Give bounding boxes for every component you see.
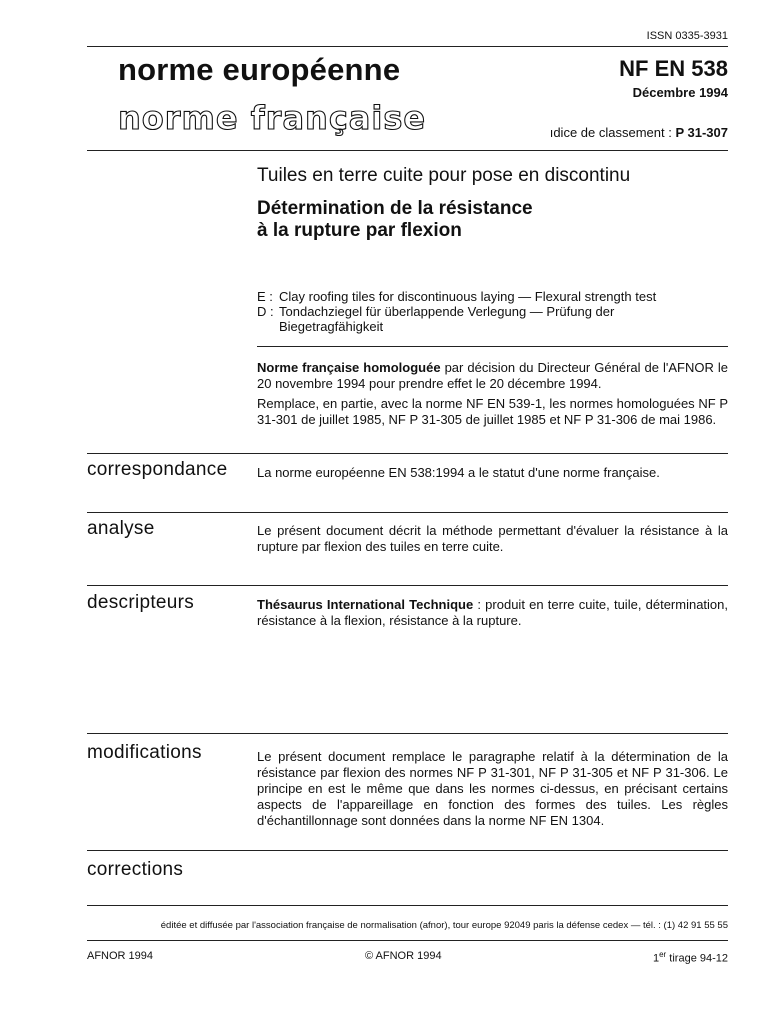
corrections-heading: corrections	[87, 859, 184, 880]
translation-english	[257, 289, 727, 304]
correspondance-text: La norme européenne EN 538:1994 a le statut d'une norme française.	[257, 465, 660, 480]
document-title-line2: à la rupture par flexion	[257, 220, 462, 241]
section-rule	[87, 585, 728, 586]
section-rule	[87, 850, 728, 851]
analyse-text: Le présent document décrit la méthode permettant d'évaluer la résistance à la rupture par flexion des tuiles en terre cuite.	[257, 523, 728, 554]
correspondance-heading: correspondance	[87, 459, 228, 480]
translation-tag: E :	[257, 289, 273, 304]
translation-german-cont	[257, 319, 727, 334]
footer-left: AFNOR 1994	[87, 950, 154, 962]
footer-center: © AFNOR 1994	[365, 950, 442, 962]
footer-rule	[87, 905, 728, 906]
descripteurs-heading: descripteurs	[87, 592, 195, 613]
document-subject: Tuiles en terre cuite pour pose en discontinu	[257, 165, 631, 186]
translation-tag	[257, 319, 279, 334]
publisher-info: éditée et diffusée par l'association française de normalisation (afnor), tour europe 92049 paris la défense cedex — tél. : (1) 42 91 55 55	[160, 920, 728, 931]
homologation-rest: par décision du Directeur Général de l'AFNOR le 20 novembre 1994 pour prendre effet le 20 décembre 1994.	[257, 360, 728, 391]
replaces-text: Remplace, en partie, avec la norme NF EN 539-1, les normes homologuées NF P 31-301 de juillet 1985, NF P 31-305 de juillet 1985 et NF P 31-306 de mai 1986.	[257, 396, 728, 427]
analyse-heading: analyse	[87, 518, 155, 539]
footer-rule-bottom	[87, 940, 728, 941]
descripteurs-bold: Thésaurus International Technique	[257, 597, 474, 612]
footer-right	[600, 950, 728, 965]
classification-index	[520, 125, 728, 140]
publication-date: Décembre 1994	[632, 85, 728, 100]
translation-text: Tondachziegel für überlappende Verlegung — Prüfung der	[279, 304, 615, 319]
classification-value: P 31-307	[675, 125, 728, 140]
title-french-outline: norme française	[118, 99, 427, 137]
translations	[257, 289, 727, 334]
document-title	[257, 198, 727, 242]
descripteurs-rest: : produit en terre cuite, tuile, détermination, résistance à la flexion, résistance à la rupture.	[257, 597, 729, 628]
header-bottom-rule	[87, 150, 728, 151]
descripteurs-text	[257, 597, 728, 629]
header-top-rule	[87, 46, 728, 47]
document-title-line1: Détermination de la résistance	[257, 198, 533, 219]
translation-text: Biegetragfähigkeit	[279, 319, 384, 334]
modifications-text: Le présent document remplace le paragraphe relatif à la détermination de la résistance par flexion des normes NF P 31-301, NF P 31-305 et NF P 31-306. Le principe en est le même que dans les normes ci-dessus, en précisant certains aspects de l'appareillage en fonction des formes des tuiles. Les règles d'échantillonnage sont données dans la norme NF EN 1304.	[257, 749, 728, 828]
homologation-bold: Norme française homologuée	[257, 360, 441, 375]
print-run-sup: er	[659, 950, 667, 959]
print-run-text: tirage 94-12	[666, 952, 728, 965]
modifications-heading: modifications	[87, 742, 202, 763]
translation-text: Clay roofing tiles for discontinuous laying — Flexural strength test	[279, 289, 657, 304]
translation-tag: D :	[257, 304, 274, 319]
print-run-number: 1	[652, 952, 660, 965]
homologation-text	[257, 360, 728, 392]
translation-german	[257, 304, 727, 319]
title-bottom-rule	[257, 346, 728, 347]
standard-number: NF EN 538	[619, 56, 728, 81]
section-rule	[87, 512, 728, 513]
section-rule	[87, 453, 728, 454]
classification-label: ıdice de classement :	[549, 125, 672, 140]
title-european: norme européenne	[118, 52, 401, 87]
issn: ISSN 0335-3931	[646, 30, 728, 42]
section-rule	[87, 733, 728, 734]
